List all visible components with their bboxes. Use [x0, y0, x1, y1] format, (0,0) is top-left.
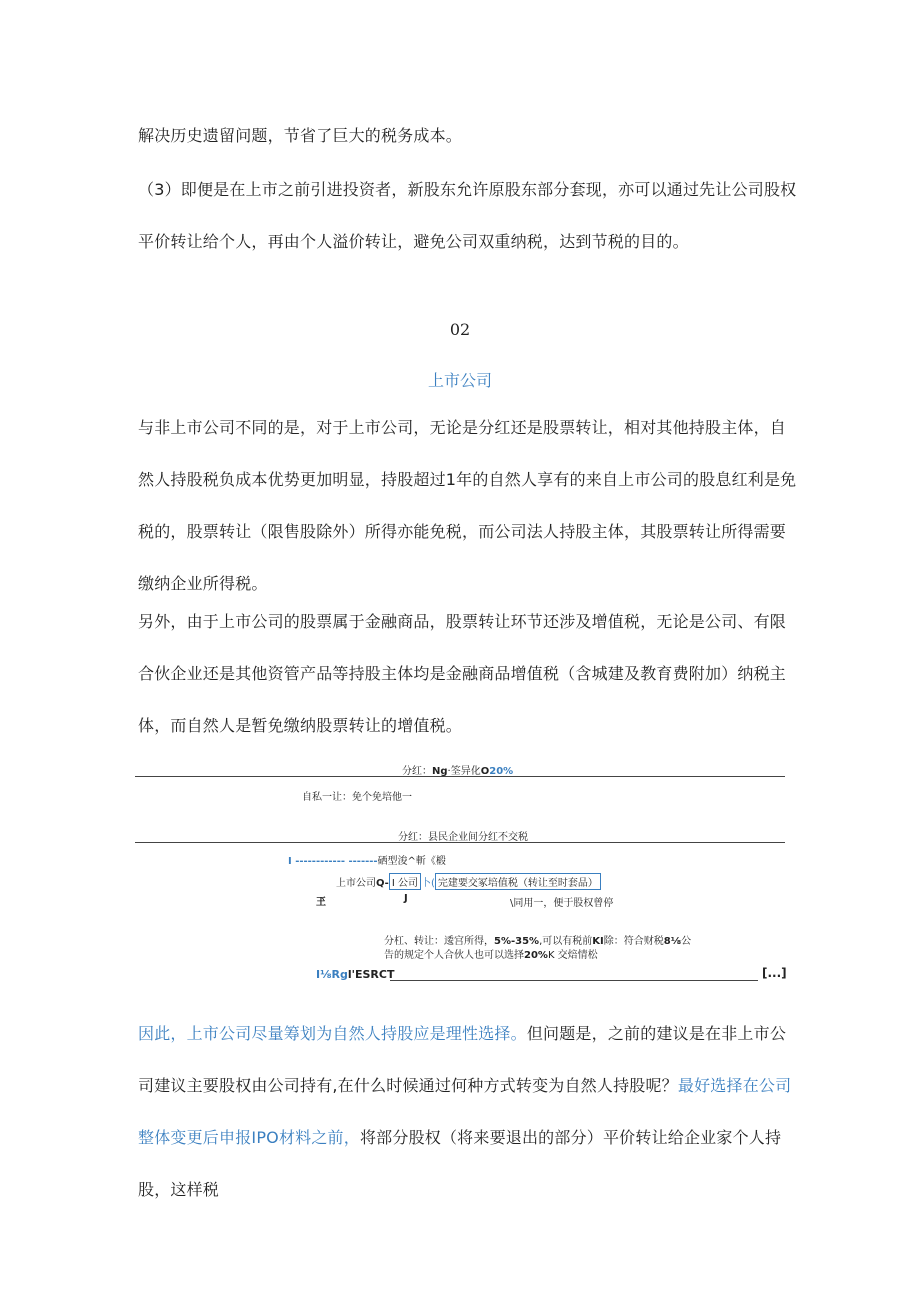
diagram-text: 硒型浚^斬《椴 — [377, 856, 446, 867]
section-number: 02 — [449, 320, 471, 339]
diagram-row-6b: J — [404, 893, 408, 904]
diagram-row-2: 自私一让：免个免培他一 — [302, 792, 412, 803]
diagram-text: O — [480, 766, 490, 777]
diagram-text: ,可以有税前 — [539, 936, 593, 947]
diagram-text: l'ESRCT — [347, 968, 395, 981]
diagram-row-7 — [384, 932, 691, 947]
diagram-text: 20% — [524, 950, 548, 961]
diagram-text: 5%-35% — [494, 936, 540, 947]
diagram-text: K 交焙情松 — [547, 950, 598, 961]
diagram-row-6a: 玊 — [316, 897, 326, 908]
diagram-row-9-end: [...] — [762, 966, 787, 980]
diagram-row-3: 分红：县民企业间分红不交税 — [398, 832, 528, 843]
diagram-text: I ------------ ------- — [288, 856, 378, 867]
diagram-text: 分红： — [402, 766, 432, 777]
diagram-text: I⅛Rg — [316, 968, 348, 981]
diagram-text: 除：符合财税 — [603, 936, 664, 947]
diagram-text: 上市公司 — [336, 878, 376, 889]
highlight-text: 因此，上市公司尽量筹划为自然人持股应是理性选择。 — [138, 1024, 527, 1043]
diagram-text: 20% — [489, 766, 514, 777]
diagram-text: Q- — [376, 878, 389, 889]
diagram-row-6c: \同用一，便于股权曾停 — [510, 898, 614, 909]
diagram-text: 告的规定个人合伙人也可以选择 — [384, 950, 524, 961]
paragraph-5 — [138, 1008, 798, 1216]
diagram-text: 8⅛ — [663, 936, 682, 947]
diagram-text: Ng — [432, 766, 448, 777]
diagram-divider — [135, 776, 785, 777]
diagram-text: ·筌异化 — [447, 766, 481, 777]
diagram-row-1 — [402, 762, 513, 777]
diagram-divider — [390, 980, 758, 981]
section-title: 上市公司 — [427, 371, 492, 390]
diagram-row-4 — [288, 852, 446, 867]
diagram-text: 卜( — [420, 878, 435, 889]
diagram-text: 分杠、转让：逶宫所得， — [384, 936, 494, 947]
paragraph-1: 解决历史遗留问题，节省了巨大的税务成本。 — [138, 126, 463, 145]
diagram-row-8 — [384, 946, 598, 961]
paragraph-4: 另外，由于上市公司的股票属于金融商品，股票转让环节还涉及增值税，无论是公司、有限合伙企业还是其他资管产品等持股主体均是金融商品增值税（含城建及教育费附加）纳税主体，而自然人是暂免缴纳股票转让的增值税。 — [138, 612, 787, 735]
diagram-row-5 — [336, 873, 601, 890]
diagram-row-9 — [316, 968, 394, 981]
body-text: 但问题是，之前的建议是在非上市公司建议主要股权由公司持有,在什么时候通过何种方式转变为自然人持股呢？ — [138, 1024, 787, 1095]
paragraph-2: （3）即便是在上市之前引进投资者，新股东允许原股东部分套现，亦可以通过先让公司股权平价转让给个人，再由个人溢价转让，避免公司双重纳税，达到节税的目的。 — [138, 180, 797, 251]
highlight-text: 最好选择在公司整体变更后申报IPO材料之前， — [138, 1076, 792, 1147]
paragraph-3: 与非上市公司不同的是，对于上市公司，无论是分红还是股票转让，相对其他持股主体，自然人持股税负成本优势更加明显，持股超过1年的自然人享有的来自上市公司的股息红利是免税的，股票转让（限售股除外）所得亦能免税，而公司法人持股主体，其股票转让所得需要缴纳企业所得税。 — [138, 418, 797, 593]
body-text: 将部分股权（将来要退出的部分）平价转让给企业家个人持股，这样税 — [138, 1128, 782, 1199]
diagram-text: KI — [592, 936, 604, 947]
diagram-box: 完建要交冢培值税（转让至时套品） — [435, 873, 601, 890]
diagram-divider — [135, 842, 785, 843]
diagram-text: 公 — [681, 936, 692, 947]
diagram-box: I 公司 — [389, 873, 421, 890]
